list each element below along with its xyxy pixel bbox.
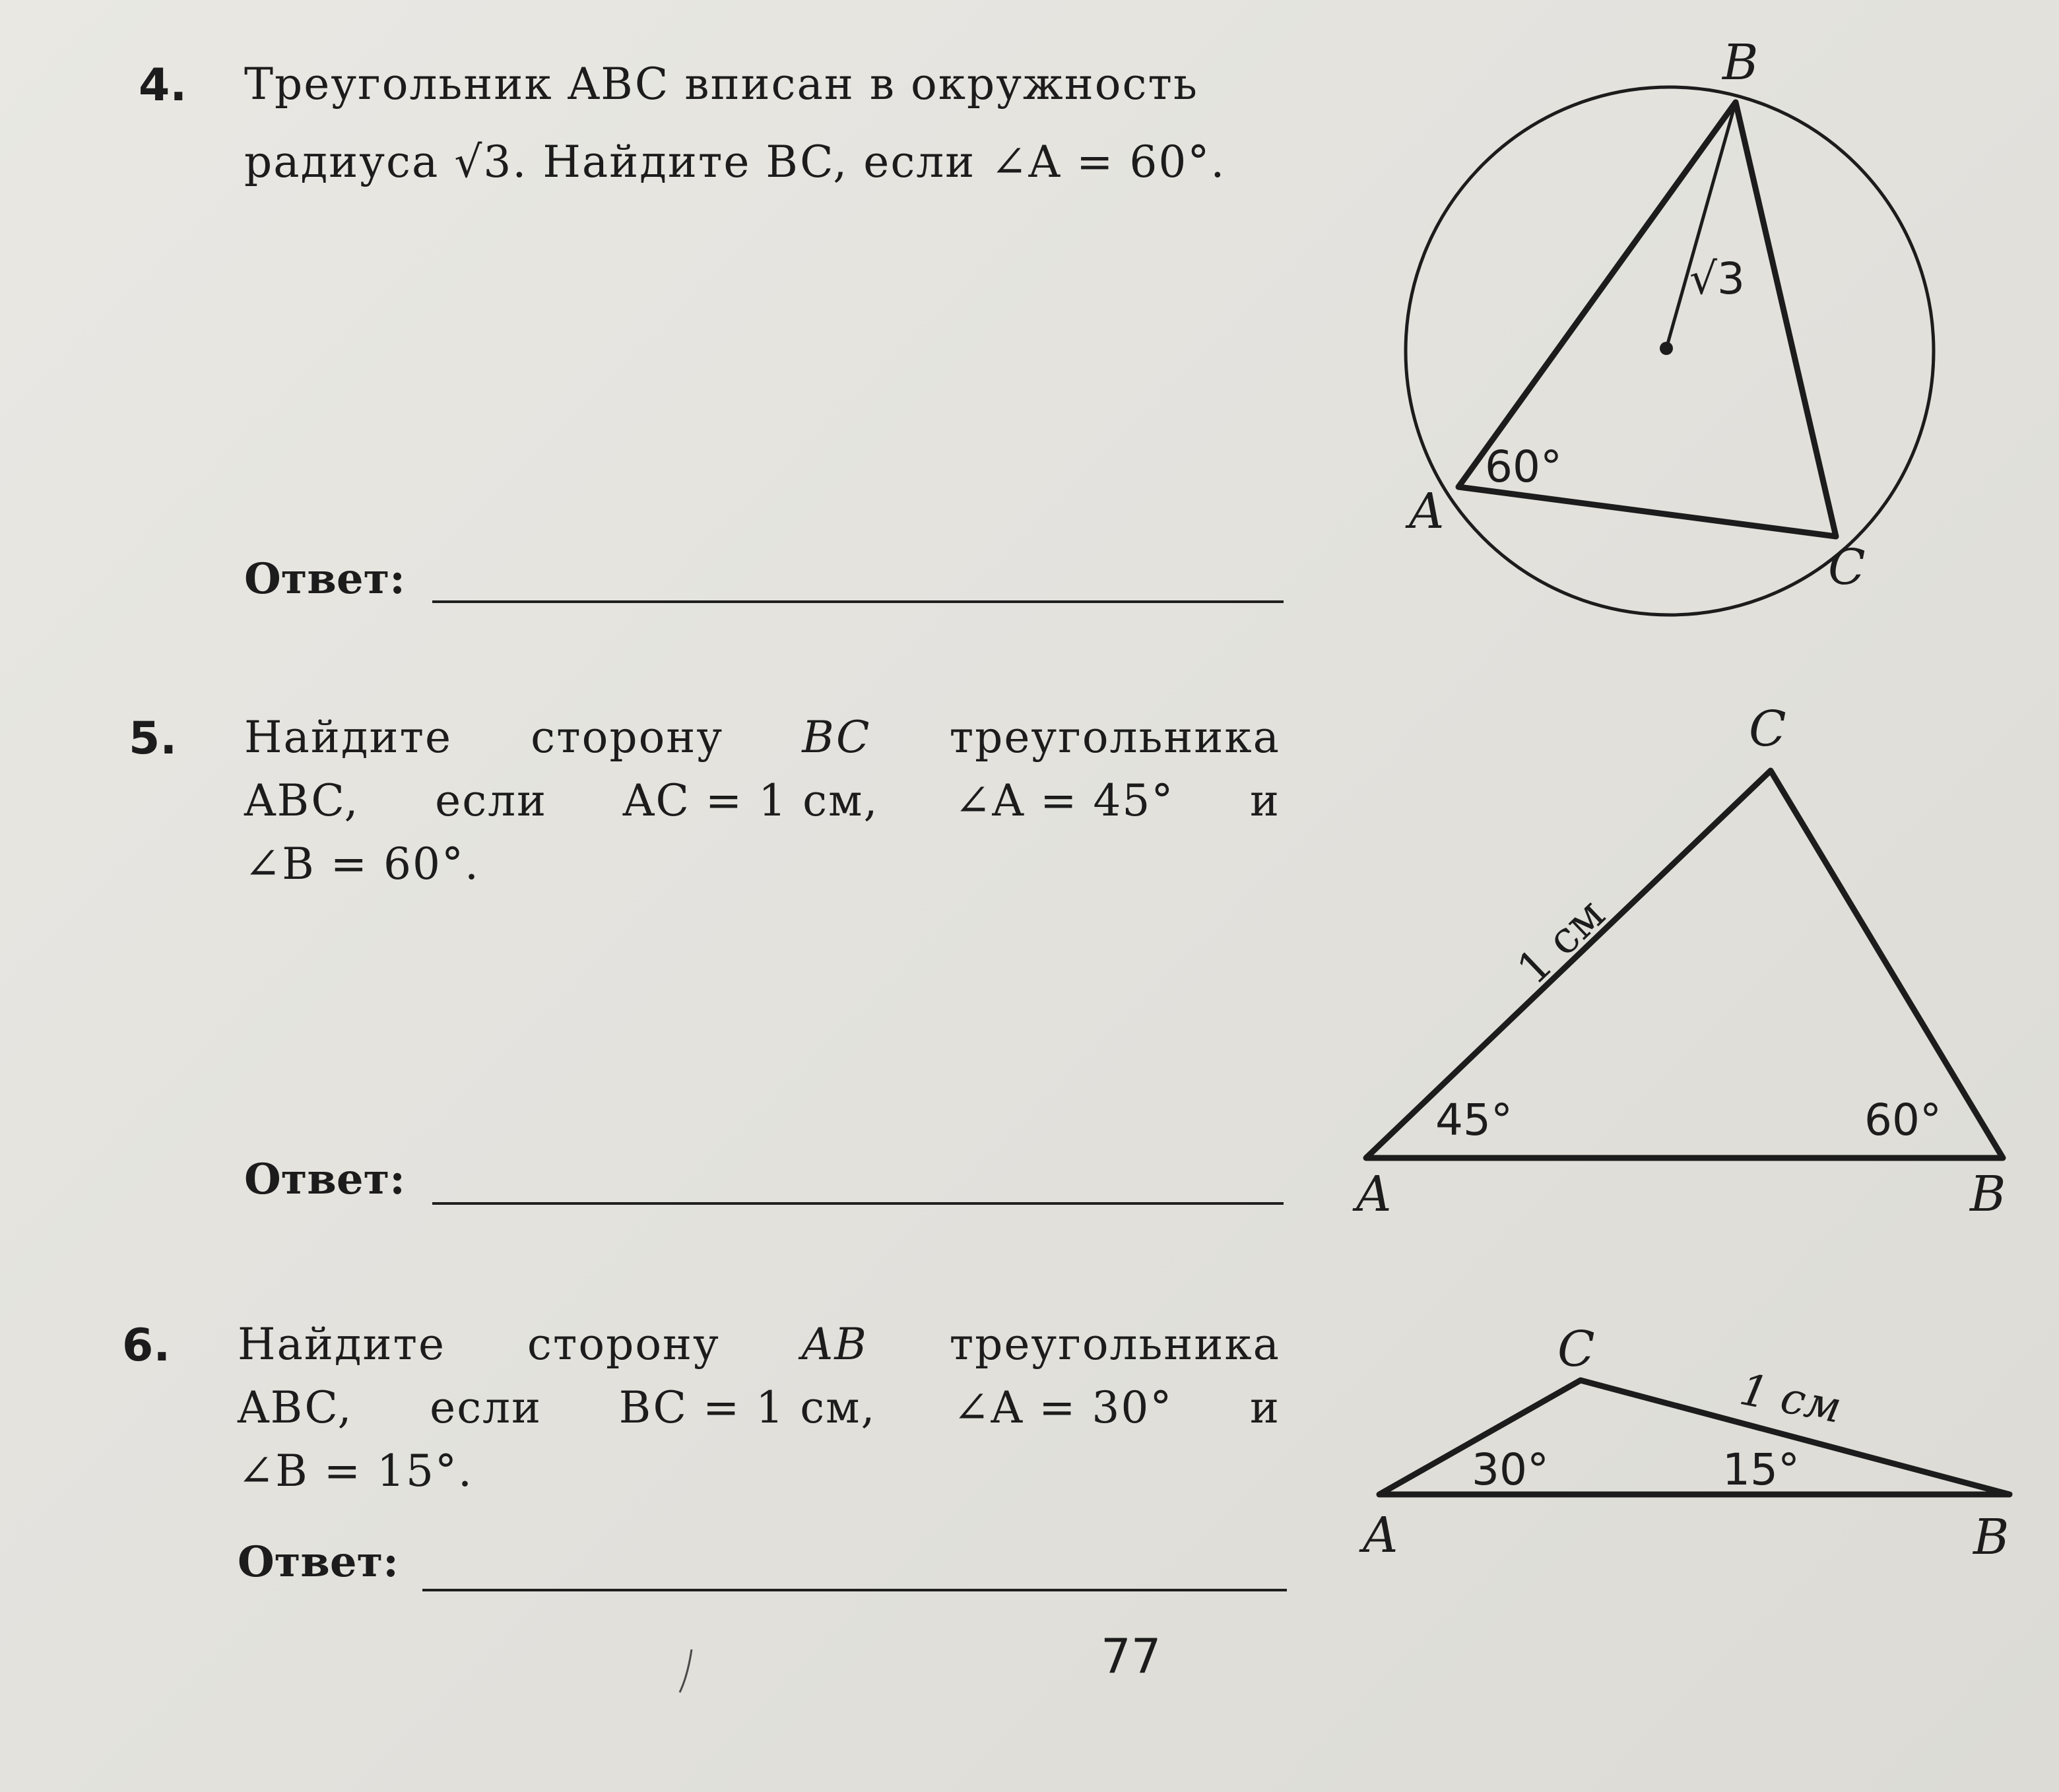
side-label-ac: 1 см (1507, 888, 1615, 995)
page-number: 77 (1101, 1628, 1161, 1684)
word: и (1250, 1382, 1280, 1433)
radius-label: √3 (1689, 253, 1746, 304)
word: сторону (527, 1319, 720, 1370)
vertex-label-c: C (1557, 1321, 1595, 1378)
figure-6-triangle (1359, 1321, 2010, 1566)
center-point (1660, 342, 1673, 355)
figure-5-triangle (1352, 701, 2006, 1223)
angle-label-b: 15° (1722, 1444, 1800, 1495)
word: AC = 1 см, (622, 775, 879, 826)
word: если (435, 775, 548, 826)
vertex-label-c: C (1749, 701, 1786, 757)
problem-number: 4. (139, 59, 187, 112)
figure-4-circle-triangle (1405, 34, 1934, 615)
angle-label-a: 60° (1485, 441, 1562, 492)
angle-label-a: 45° (1435, 1095, 1513, 1145)
answer-label: Ответ: (244, 1155, 405, 1204)
word: ABC, (238, 1382, 353, 1433)
word: треугольника (949, 1319, 1280, 1370)
vertex-label-c: C (1828, 539, 1866, 596)
word: и (1250, 775, 1280, 826)
word: Найдите (244, 712, 453, 763)
word: сторону (531, 712, 724, 763)
problem-number: 6. (122, 1320, 171, 1372)
word: BC = 1 см, (618, 1382, 876, 1433)
word: BC (802, 712, 871, 763)
side-label-bc: 1 см (1736, 1363, 1846, 1434)
vertex-label-b: B (1722, 34, 1759, 91)
vertex-label-a: A (1363, 1507, 1398, 1564)
angle-label-a: 30° (1472, 1444, 1549, 1495)
text-line: Треугольник ABC вписан в окружность (244, 59, 1198, 110)
word: ∠A = 30° (953, 1382, 1173, 1433)
vertex-label-b: B (1973, 1509, 2010, 1566)
pen-mark (680, 1649, 692, 1692)
angle-label-b: 60° (1864, 1095, 1942, 1145)
vertex-label-a: A (1409, 483, 1445, 540)
word: ABC, (244, 775, 360, 826)
word: AB (801, 1319, 868, 1370)
word: ∠A = 45° (954, 775, 1175, 826)
word: треугольника (949, 712, 1280, 763)
text-line: ∠B = 60°. (244, 839, 480, 889)
vertex-label-b: B (1970, 1166, 2006, 1223)
answer-label: Ответ: (244, 554, 405, 604)
text-line: ∠B = 15°. (238, 1446, 474, 1496)
radius-segment (1666, 102, 1736, 348)
word: если (430, 1382, 542, 1433)
problem-number: 5. (129, 713, 178, 765)
word: Найдите (238, 1319, 446, 1370)
answer-label: Ответ: (238, 1537, 399, 1587)
text-line: радиуса √3. Найдите BC, если ∠A = 60°. (244, 137, 1226, 187)
vertex-label-a: A (1356, 1166, 1392, 1223)
